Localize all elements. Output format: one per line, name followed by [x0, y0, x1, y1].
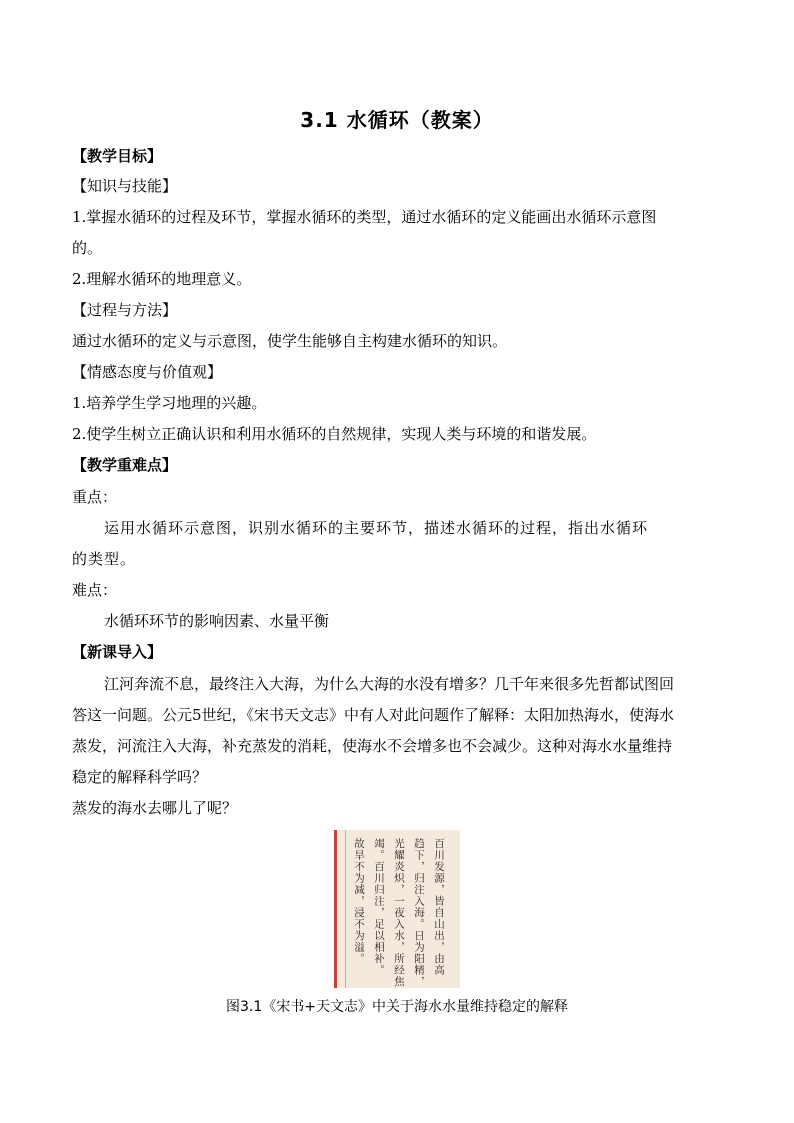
process-item-1: 通过水循环的定义与示意图，使学生能够自主构建水循环的知识。	[72, 332, 508, 350]
figure-text-column-1: 百川发源，皆自山出，由高	[433, 838, 445, 976]
knowledge-item-2: 2.理解水循环的地理意义。	[72, 270, 252, 288]
focus-label: 重点：	[72, 488, 118, 506]
emotion-item-1: 1.培养学生学习地理的兴趣。	[72, 394, 267, 412]
intro-paragraph-line-2: 答这一问题。公元5世纪，《宋书天文志》中有人对此问题作了解释：太阳加热海水，使海水	[72, 706, 675, 724]
emotion-heading: 【情感态度与价值观】	[72, 363, 223, 381]
keypoints-heading: 【教学重难点】	[72, 456, 178, 474]
goals-heading: 【教学目标】	[72, 147, 163, 165]
figure-text-column-5: 故旱不为减，浸不为溢。	[353, 838, 365, 965]
focus-text-cont: 的类型。	[72, 550, 137, 568]
figure-text-column-2: 趋下，归注入海。日为阳精，	[413, 838, 425, 988]
intro-question: 蒸发的海水去哪儿了呢？	[72, 799, 238, 817]
intro-heading: 【新课导入】	[72, 643, 163, 661]
knowledge-item-1-cont: 的。	[72, 239, 103, 257]
focus-text: 运用水循环示意图，识别水循环的主要环节，描述水循环的过程，指出水循环	[104, 519, 649, 537]
knowledge-heading: 【知识与技能】	[72, 177, 178, 195]
intro-paragraph-line-1: 江河奔流不息，最终注入大海，为什么大海的水没有增多？几千年来很多先哲都试图回	[104, 675, 675, 693]
ancient-text-figure	[334, 830, 460, 988]
knowledge-item-1: 1.掌握水循环的过程及环节，掌握水循环的类型，通过水循环的定义能画出水循环示意图	[72, 208, 657, 226]
page-title: 3.1 水循环（教案）	[300, 108, 494, 132]
difficulty-label: 难点：	[72, 581, 118, 599]
intro-paragraph-line-4: 稳定的解释科学吗？	[72, 768, 208, 786]
figure-margin-rule	[345, 830, 346, 988]
figure-text-column-4: 竭。百川归注，足以相补。	[373, 838, 385, 976]
figure-text-column-3: 光耀炎炽，一夜入水，所经焦	[393, 838, 405, 988]
process-heading: 【过程与方法】	[72, 301, 178, 319]
intro-paragraph-line-3: 蒸发，河流注入大海，补充蒸发的消耗，使海水不会增多也不会减少。这种对海水水量维持	[72, 737, 673, 755]
figure-caption: 图3.1《宋书+天文志》中关于海水水量维持稳定的解释	[226, 999, 568, 1015]
emotion-item-2: 2.使学生树立正确认识和利用水循环的自然规律，实现人类与环境的和谐发展。	[72, 425, 597, 443]
difficulty-text: 水循环环节的影响因素、水量平衡	[104, 612, 330, 630]
